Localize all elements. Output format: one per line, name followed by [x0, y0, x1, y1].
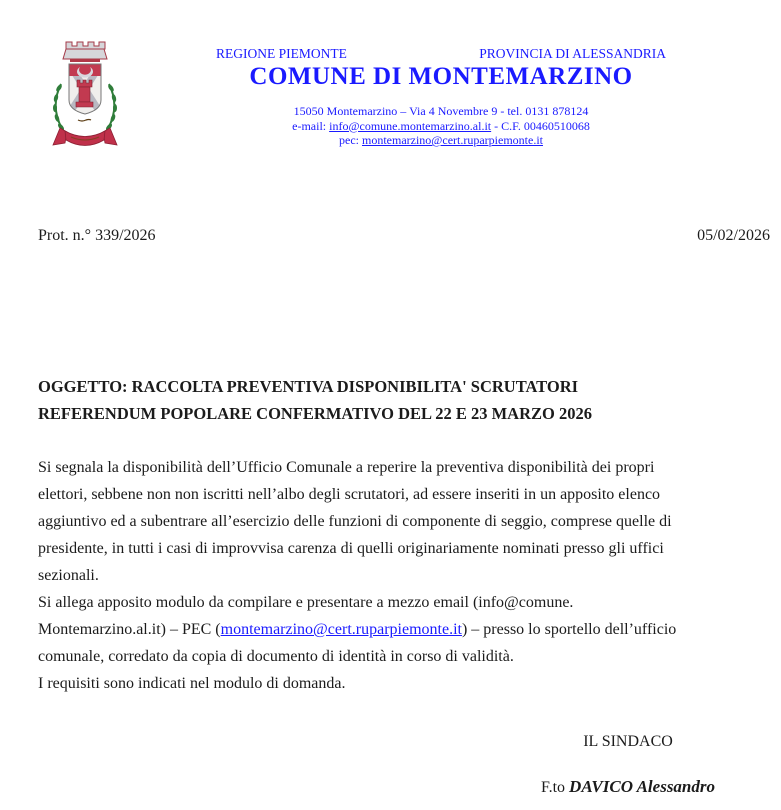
fto-label: F.to [540, 779, 570, 796]
paragraph-line: Si allega apposito modulo da compilare e presentare a mezzo email (info@comune. [38, 594, 574, 611]
contact-block [216, 104, 666, 148]
signer-name: DAVICO Alessandro [569, 777, 715, 796]
pec-link[interactable]: montemarzino@cert.ruparpiemonte.it [362, 133, 543, 147]
subject-line-2: REFERENDUM POPOLARE CONFERMATIVO DEL 22 E 23 MARZO 2026 [38, 404, 592, 423]
address-line: 15050 Montemarzino – Via 4 Novembre 9 - tel. 0131 878124 [293, 104, 589, 118]
pec-line [216, 133, 666, 148]
subject-line-1: OGGETTO: RACCOLTA PREVENTIVA DISPONIBILITA' SCRUTATORI [38, 377, 579, 396]
region-province-row [216, 46, 666, 61]
signature-line [478, 777, 778, 797]
subject-block [38, 373, 592, 427]
paragraph-line [38, 616, 676, 643]
province-label: PROVINCIA DI ALESSANDRIA [479, 46, 666, 61]
paragraph-line: elettori, sebbene non non iscritti nell’albo degli scrutatori, ad essere inseriti in un apposito elenco [38, 486, 661, 503]
letter-date: 05/02/2026 [697, 227, 770, 244]
signer-role: IL SINDACO [583, 733, 673, 750]
pec-prefix: pec: [339, 133, 362, 147]
municipality-title: COMUNE DI MONTEMARZINO [249, 63, 633, 90]
paragraph-line: sezionali. [38, 567, 99, 584]
email-link[interactable]: info@comune.montemarzino.al.it [329, 118, 492, 133]
paragraph-line: I requisiti sono indicati nel modulo di domanda. [38, 675, 346, 692]
protocol-row [38, 227, 770, 245]
email-prefix: e-mail: [292, 118, 330, 133]
pec-sentence-pre: Montemarzino.al.it) – PEC ( [38, 621, 221, 638]
email-suffix: - C.F. 00460510068 [491, 118, 590, 133]
letterhead [216, 46, 666, 148]
municipal-coat-of-arms-icon [44, 36, 126, 158]
pec-sentence-post: ) – presso lo sportello dell’ufficio [461, 621, 677, 638]
protocol-number: Prot. n.° 339/2026 [38, 227, 156, 244]
paragraph-line: aggiuntivo ed a subentrare all’esercizio delle funzioni di componente di seggio, comprese quelle di [38, 513, 672, 530]
paragraph-line: comunale, corredato da copia di documento di identità in corso di validità. [38, 648, 514, 665]
pec-inline-link[interactable]: montemarzino@cert.ruparpiemonte.it [220, 621, 462, 638]
email-line [216, 119, 666, 134]
region-label: REGIONE PIEMONTE [216, 46, 347, 61]
paragraph-line: presidente, in tutti i casi di improvvisa carenza di quelli originariamente nominati presso gli uffici [38, 540, 664, 557]
paragraph-line: Si segnala la disponibilità dell’Ufficio Comunale a reperire la preventiva disponibilità dei propri [38, 459, 655, 476]
body-paragraph-2 [38, 589, 676, 697]
body-paragraph-1 [38, 454, 672, 589]
